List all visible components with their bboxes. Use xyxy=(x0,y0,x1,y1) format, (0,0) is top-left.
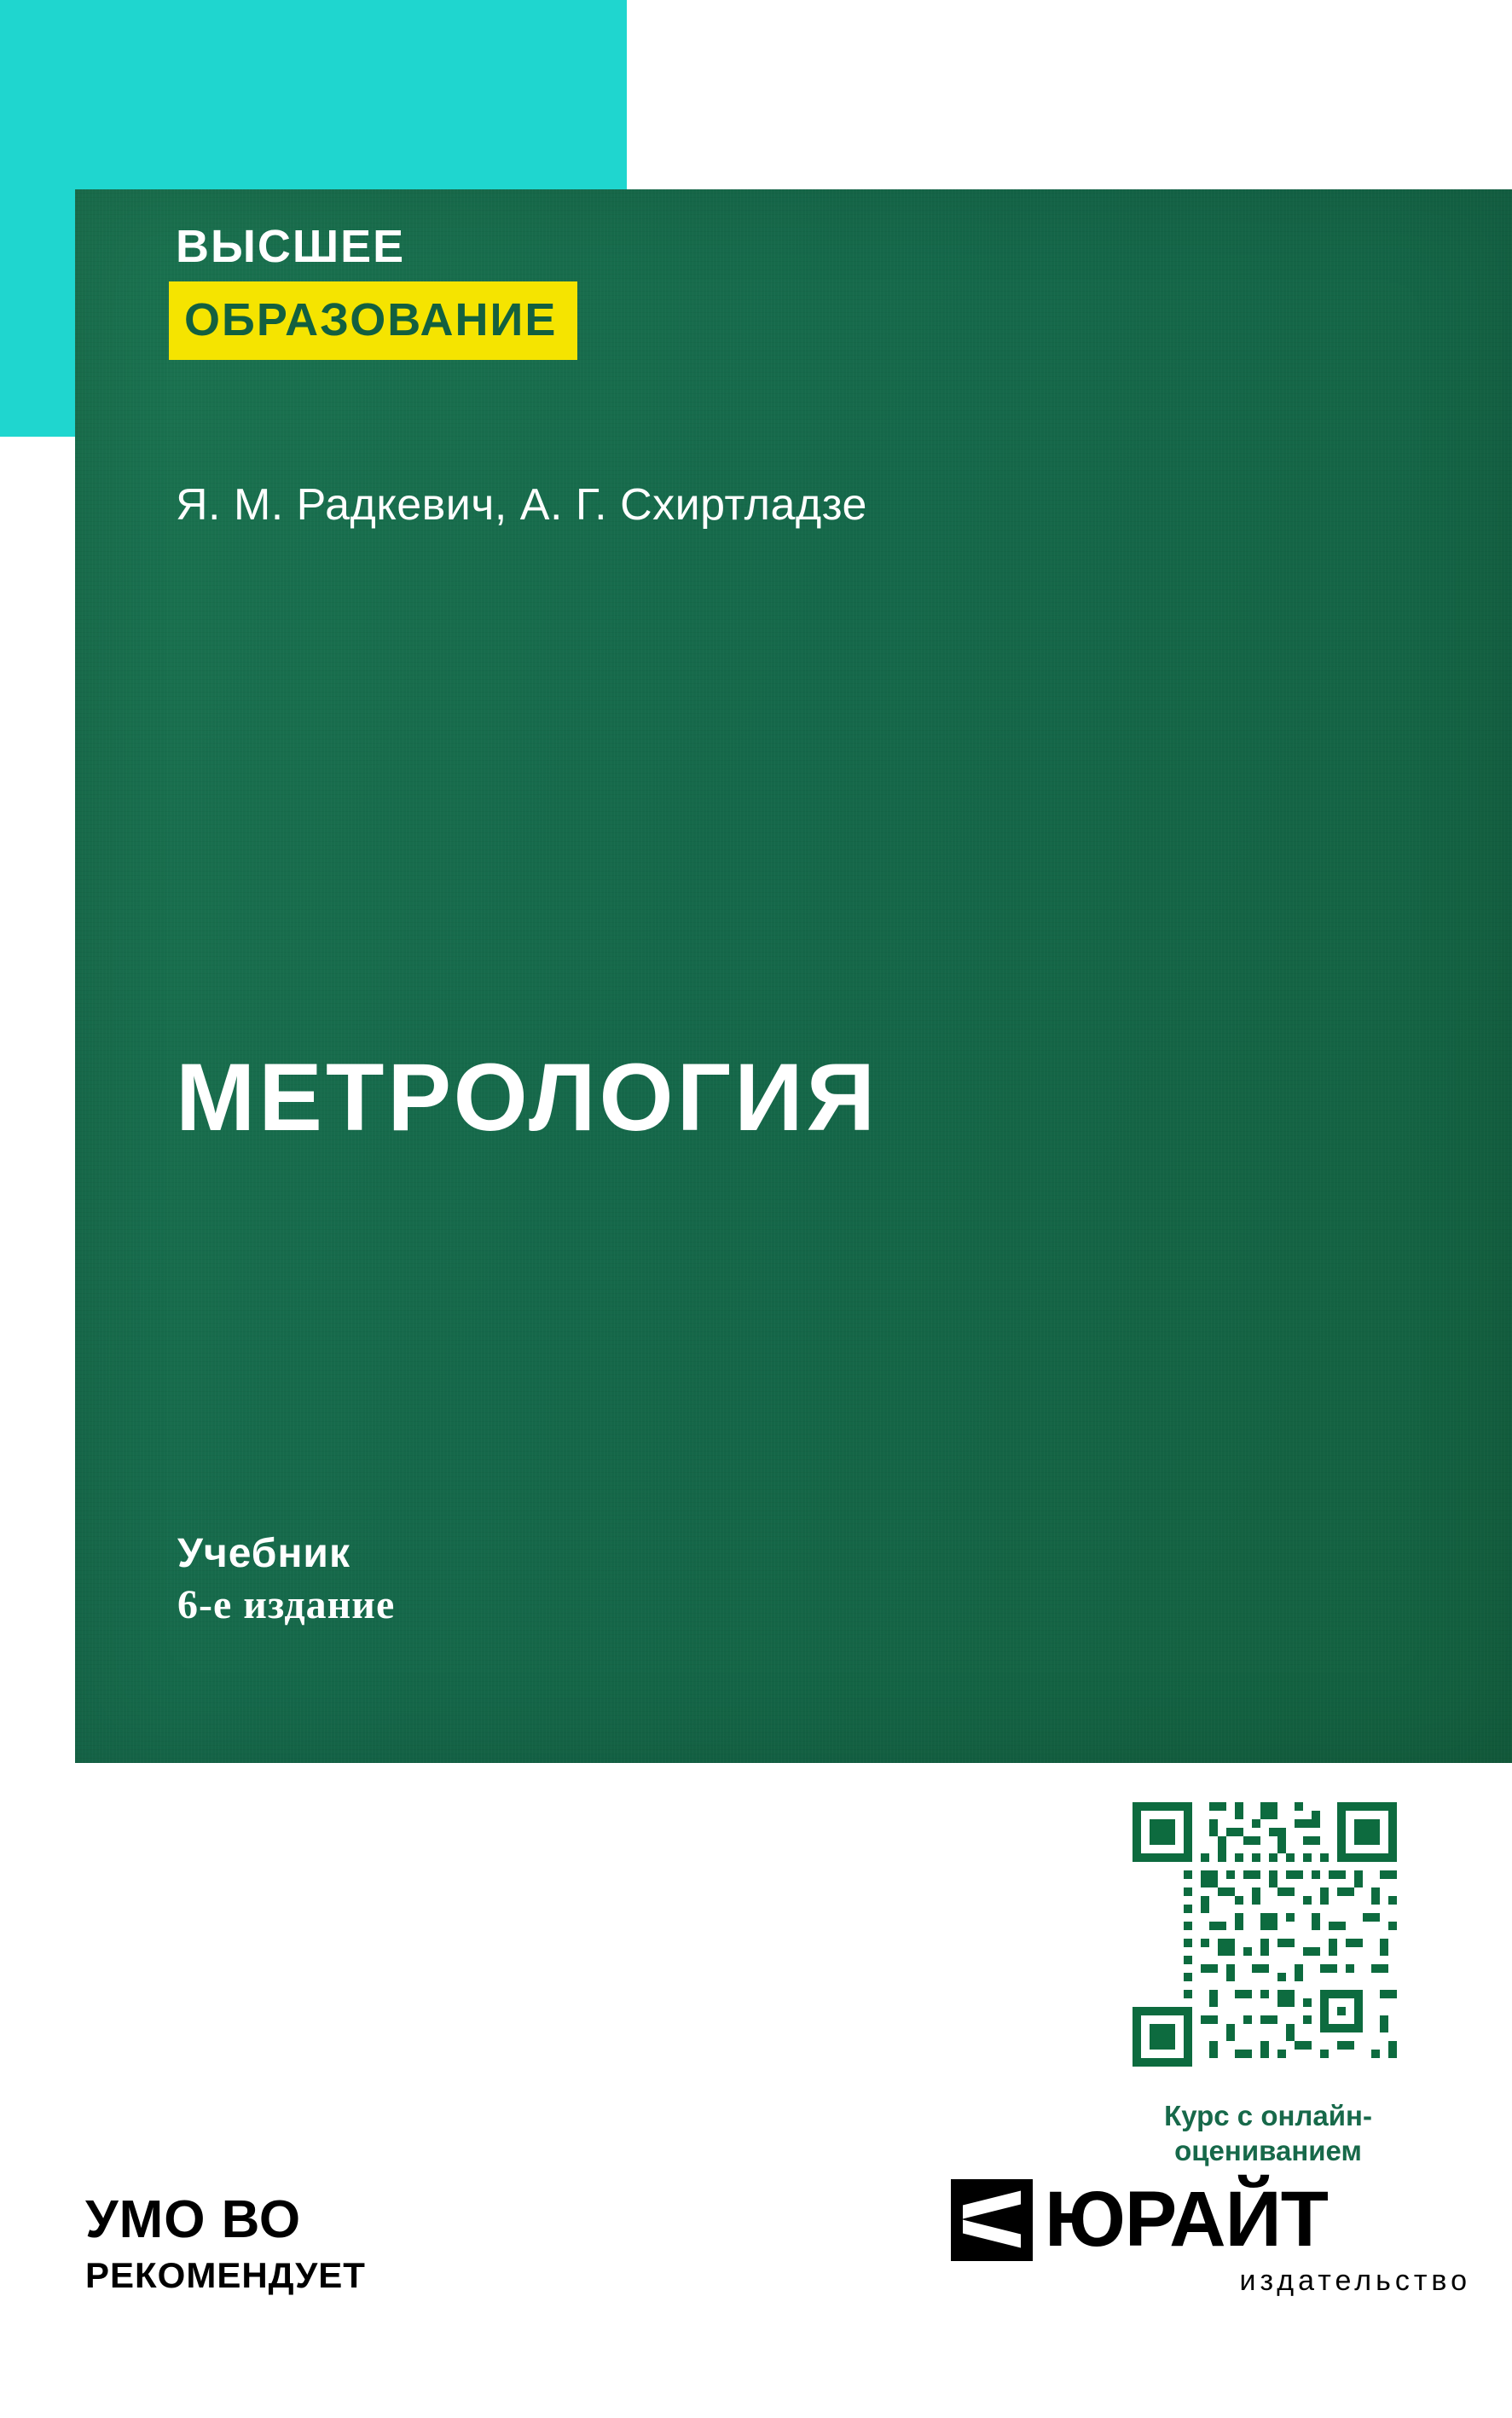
book-title: МЕТРОЛОГИЯ xyxy=(176,1044,879,1151)
publisher-subtitle: издательство xyxy=(1239,2264,1471,2297)
series-label-highlight xyxy=(169,281,577,360)
series-label-line2: ОБРАЗОВАНИЕ xyxy=(184,294,558,345)
green-cover-panel xyxy=(75,189,1512,1763)
series-label xyxy=(169,223,766,360)
umo-line2: РЕКОМЕНДУЕТ xyxy=(85,2255,366,2296)
qr-caption xyxy=(1110,2098,1426,2169)
qr-code-graphic xyxy=(1124,1794,1405,2075)
publisher-logo-row xyxy=(951,2176,1471,2264)
umo-line1: УМО ВО xyxy=(85,2190,302,2249)
urait-mark-icon xyxy=(951,2179,1033,2261)
qr-code[interactable] xyxy=(1124,1794,1405,2075)
publisher-logo xyxy=(951,2176,1471,2298)
qr-caption-line1: Курс с онлайн- xyxy=(1164,2100,1372,2131)
edition-number-label: 6-е издание xyxy=(177,1582,396,1627)
umo-recommendation-stamp xyxy=(85,2192,366,2297)
authors-line: Я. М. Радкевич, А. Г. Схиртладзе xyxy=(176,480,867,530)
publisher-name: ЮРАЙТ xyxy=(1045,2176,1328,2264)
book-kind-label: Учебник xyxy=(177,1531,350,1576)
edition-info xyxy=(177,1528,395,1631)
series-label-line1: ВЫСШЕЕ xyxy=(176,221,406,272)
qr-caption-line2: оцениванием xyxy=(1174,2135,1362,2167)
